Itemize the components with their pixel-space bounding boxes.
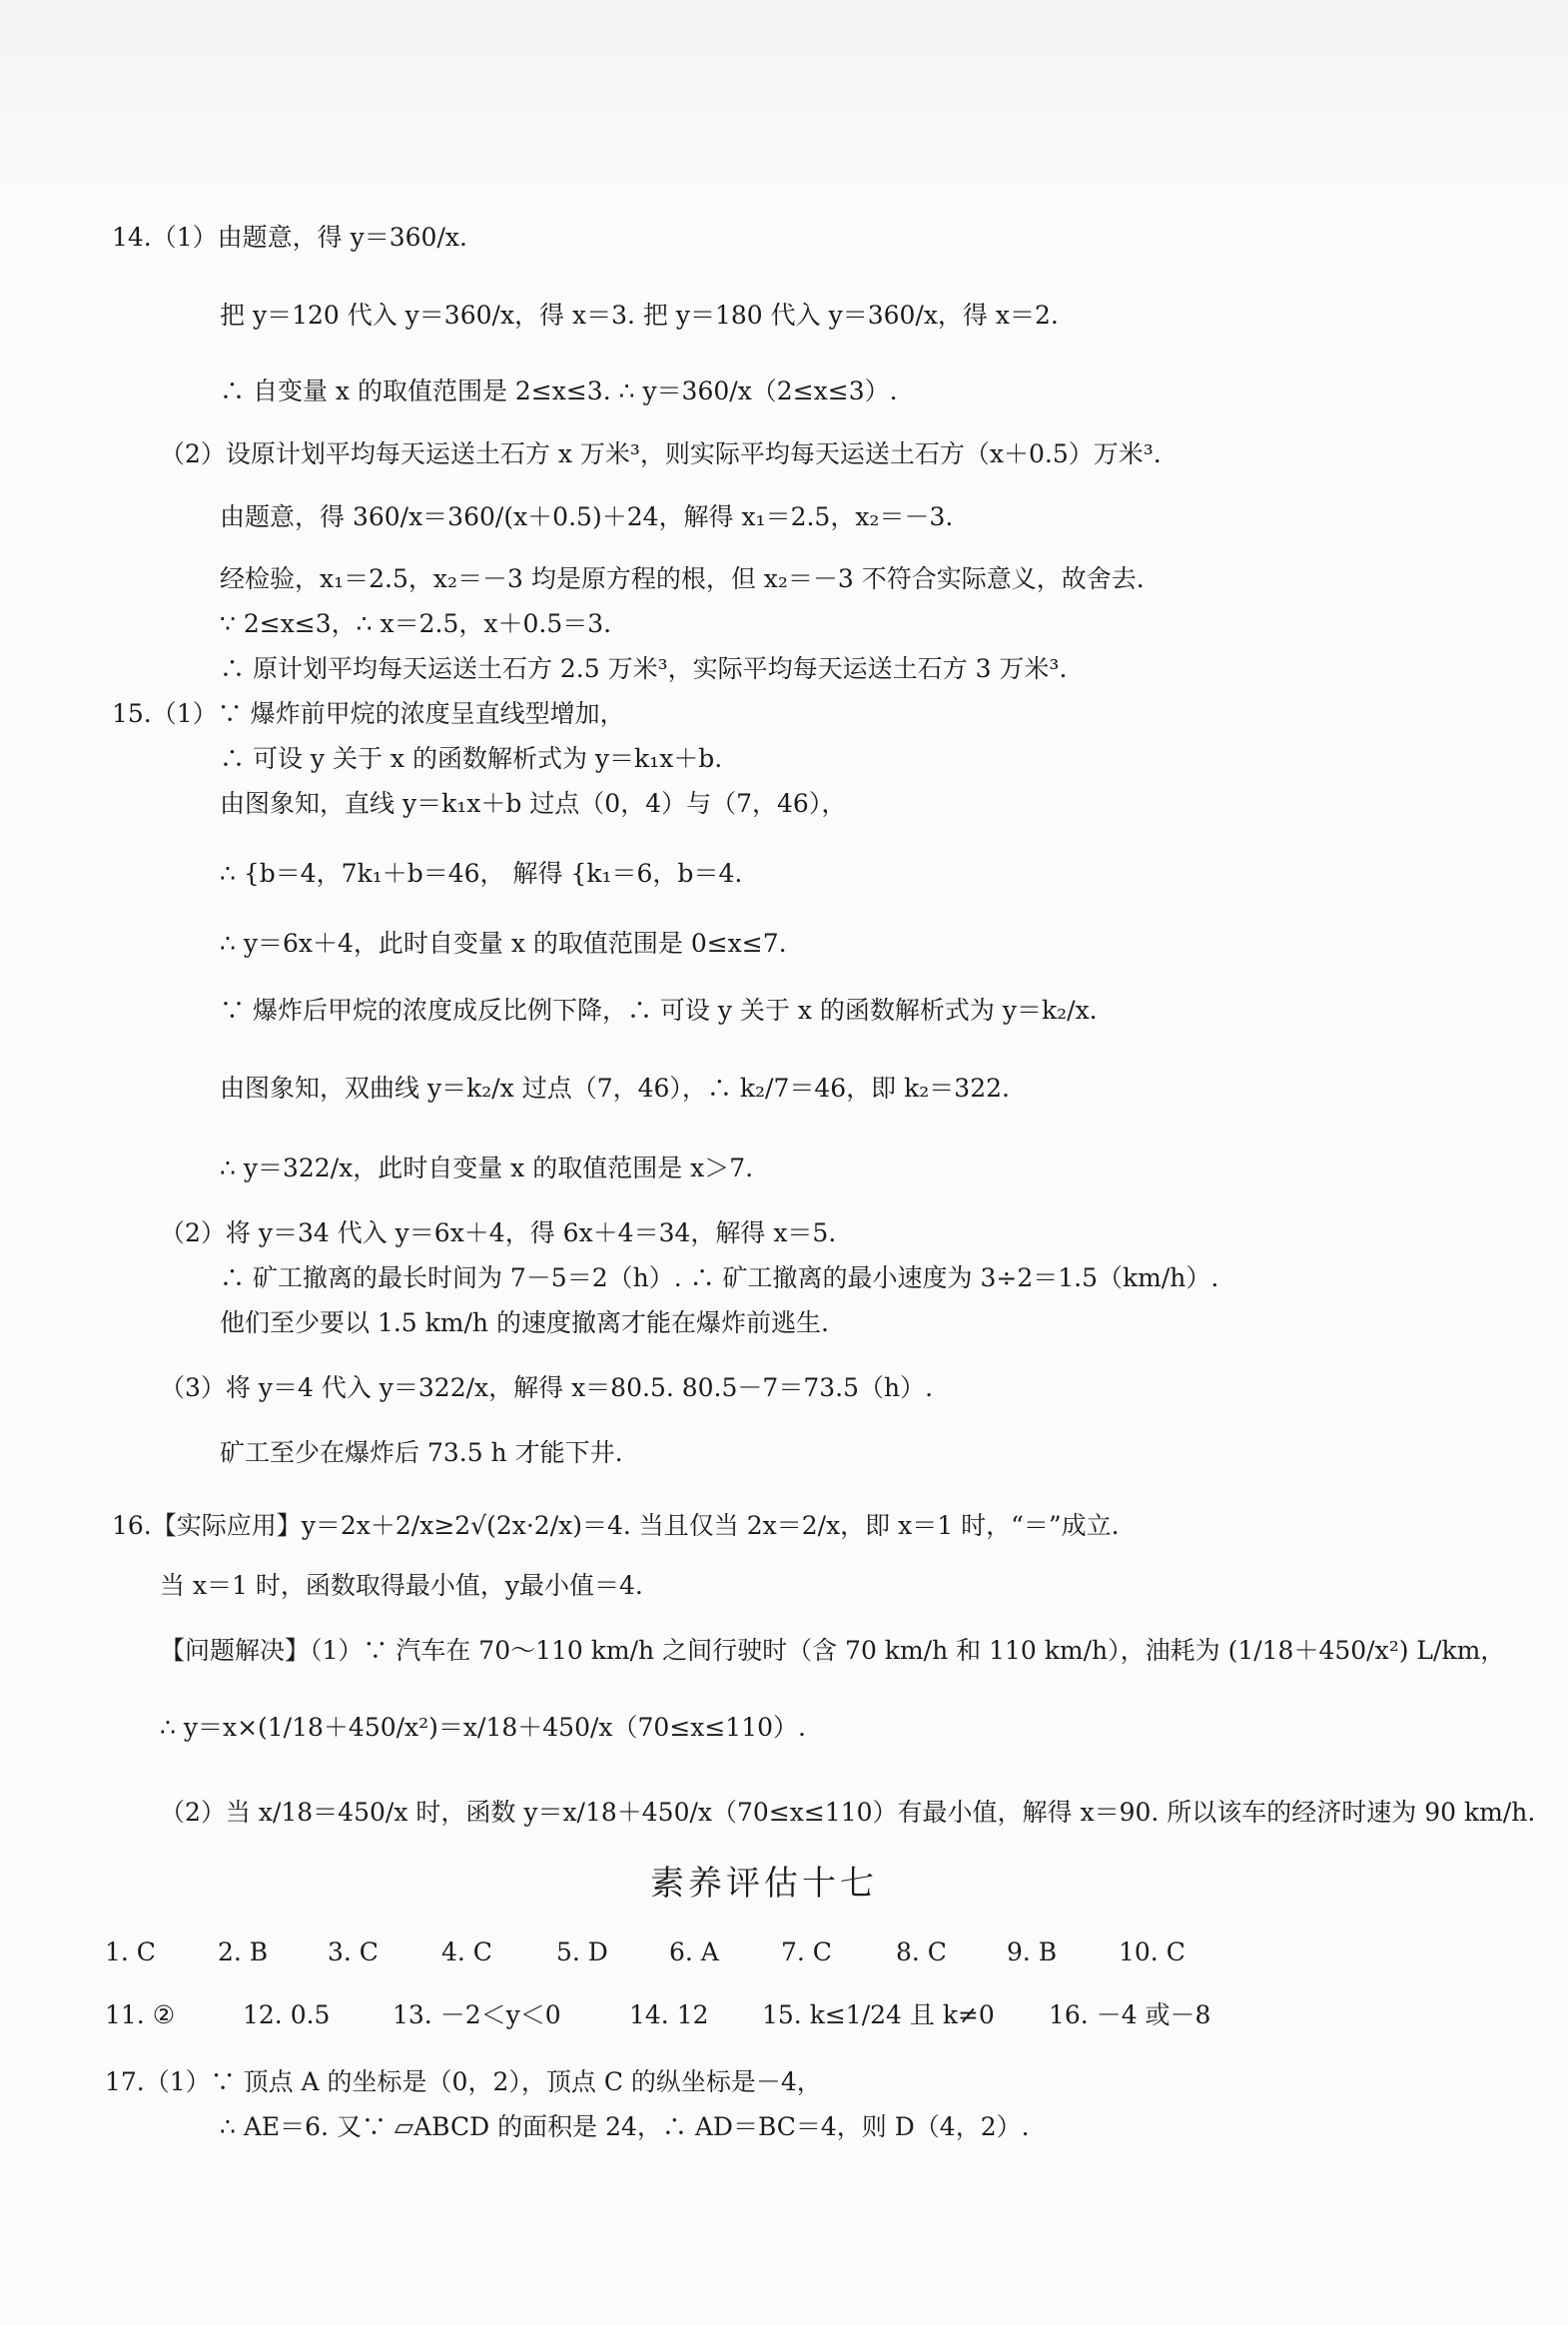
answer-4: 4. C (441, 1938, 492, 1966)
q15-line-12: （3）将 y＝4 代入 y＝322/x，解得 x＝80.5. 80.5－7＝73.5（h）. (160, 1373, 934, 1402)
q15-line-11: 他们至少要以 1.5 km/h 的速度撤离才能在爆炸前逃生. (220, 1308, 829, 1337)
scan-shading (0, 0, 1568, 200)
q15-line-3: 由图象知，直线 y＝k₁x＋b 过点（0，4）与（7，46）， (220, 789, 847, 818)
q15-line-6: ∵ 爆炸后甲烷的浓度成反比例下降，∴ 可设 y 关于 x 的函数解析式为 y＝k₂/x. (220, 996, 1098, 1025)
q14-line-6: 经检验，x₁＝2.5，x₂＝－3 均是原方程的根，但 x₂＝－3 不符合实际意义，故舍去. (220, 564, 1145, 593)
q14-line-5: 由题意，得 360/x＝360/(x＋0.5)＋24，解得 x₁＝2.5，x₂＝－3. (220, 502, 954, 531)
answer-9: 9. B (1007, 1938, 1058, 1966)
q15-line-7: 由图象知，双曲线 y＝k₂/x 过点（7，46），∴ k₂/7＝46，即 k₂＝322. (220, 1074, 1010, 1103)
answer-12: 12. 0.5 (243, 2000, 331, 2029)
q14-line-8: ∴ 原计划平均每天运送土石方 2.5 万米³，实际平均每天运送土石方 3 万米³. (220, 654, 1068, 683)
q15-line-13: 矿工至少在爆炸后 73.5 h 才能下井. (220, 1438, 623, 1467)
answer-11: 11. ② (105, 2000, 176, 2029)
answer-5: 5. D (556, 1938, 608, 1966)
q14-line-4: （2）设原计划平均每天运送土石方 x 万米³，则实际平均每天运送土石方（x＋0.5）万米³. (160, 439, 1162, 468)
section-title: 素养评估十七 (650, 1864, 878, 1904)
answer-13: 13. －2＜y＜0 (392, 2000, 561, 2029)
answer-15: 15. k≤1/24 且 k≠0 (762, 2000, 995, 2029)
q16-line-3: 【问题解决】（1）∵ 汽车在 70～110 km/h 之间行驶时（含 70 km/h 和 110 km/h），油耗为 (1/18＋450/x²) L/km， (160, 1636, 1506, 1665)
q14-line-2: 把 y＝120 代入 y＝360/x，得 x＝3. 把 y＝180 代入 y＝360/x，得 x＝2. (220, 301, 1059, 330)
q16-line-2: 当 x＝1 时，函数取得最小值，y最小值＝4. (160, 1571, 643, 1600)
q15-line-4: ∴ {b＝4，7k₁＋b＝46， 解得 {k₁＝6，b＝4. (220, 859, 743, 888)
q17-line-1: 17.（1）∵ 顶点 A 的坐标是（0，2），顶点 C 的纵坐标是－4， (105, 2067, 822, 2096)
answer-10: 10. C (1119, 1938, 1185, 1966)
q15-line-5: ∴ y＝6x＋4，此时自变量 x 的取值范围是 0≤x≤7. (220, 929, 787, 958)
q15-line-1: 15.（1）∵ 爆炸前甲烷的浓度呈直线型增加， (112, 699, 625, 728)
answer-14: 14. 12 (629, 2000, 709, 2029)
q14-line-7: ∵ 2≤x≤3，∴ x＝2.5，x＋0.5＝3. (220, 609, 612, 638)
answer-6: 6. A (669, 1938, 719, 1966)
q15-line-8: ∴ y＝322/x，此时自变量 x 的取值范围是 x＞7. (220, 1154, 754, 1182)
answer-1: 1. C (105, 1938, 156, 1966)
answer-7: 7. C (781, 1938, 832, 1966)
answer-2: 2. B (218, 1938, 269, 1966)
q15-line-2: ∴ 可设 y 关于 x 的函数解析式为 y＝k₁x＋b. (220, 744, 723, 773)
answer-16: 16. －4 或－8 (1049, 2000, 1211, 2029)
q16-line-1: 16.【实际应用】y＝2x＋2/x≥2√(2x·2/x)＝4. 当且仅当 2x＝2/x，即 x＝1 时，“＝”成立. (112, 1511, 1120, 1540)
answer-3: 3. C (328, 1938, 379, 1966)
q16-line-5: （2）当 x/18＝450/x 时，函数 y＝x/18＋450/x（70≤x≤110）有最小值，解得 x＝90. 所以该车的经济时速为 90 km/h. (160, 1798, 1536, 1827)
q15-line-10: ∴ 矿工撤离的最长时间为 7－5＝2（h）. ∴ 矿工撤离的最小速度为 3÷2＝1.5（km/h）. (220, 1263, 1219, 1292)
q16-line-4: ∴ y＝x×(1/18＋450/x²)＝x/18＋450/x（70≤x≤110）. (160, 1713, 806, 1742)
answer-8: 8. C (896, 1938, 947, 1966)
q17-line-2: ∴ AE＝6. 又∵ ▱ABCD 的面积是 24，∴ AD＝BC＝4，则 D（4，2）. (220, 2112, 1030, 2141)
q15-line-9: （2）将 y＝34 代入 y＝6x＋4，得 6x＋4＝34，解得 x＝5. (160, 1218, 837, 1247)
q14-line-3: ∴ 自变量 x 的取值范围是 2≤x≤3. ∴ y＝360/x（2≤x≤3）. (220, 377, 898, 405)
q14-line-1: 14.（1）由题意，得 y＝360/x. (112, 223, 467, 252)
